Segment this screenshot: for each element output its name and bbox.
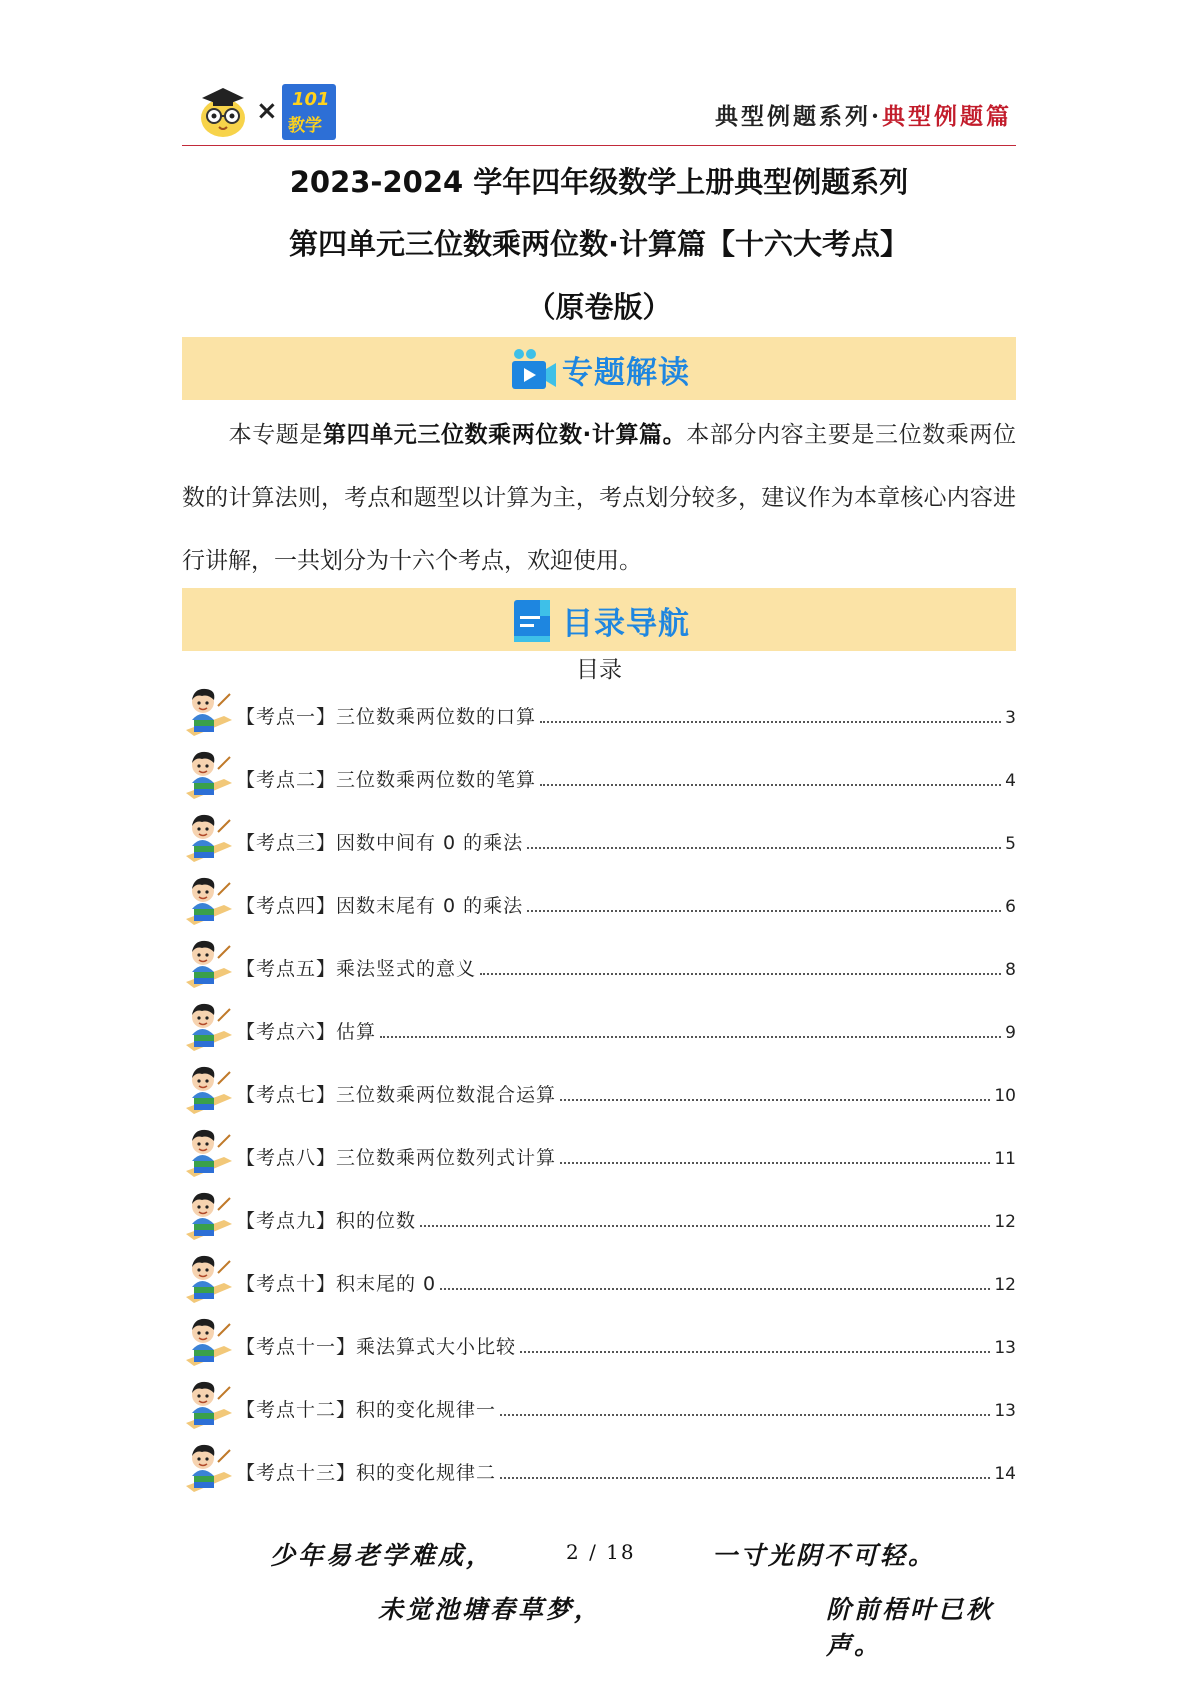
toc-item-label: 【考点十】积末尾的 0 [236, 1273, 437, 1295]
toc-item-label: 【考点十三】积的变化规律二 [236, 1462, 497, 1484]
toc-item[interactable] [182, 1186, 1016, 1249]
student-reading-icon [184, 1064, 234, 1116]
toc-leader-dots [540, 721, 1001, 723]
toc-item-page: 14 [994, 1464, 1016, 1484]
banner-topic-label: 专题解读 [562, 355, 690, 391]
toc-item-page: 13 [994, 1338, 1016, 1358]
toc-item-page: 4 [1005, 771, 1016, 791]
toc-leader-dots [440, 1288, 990, 1290]
toc-item-label: 【考点六】估算 [236, 1021, 377, 1043]
logo-101-text: 教学 [288, 116, 322, 136]
student-reading-icon [184, 749, 234, 801]
toc-item-label: 【考点八】三位数乘两位数列式计算 [236, 1147, 557, 1169]
toc-item[interactable] [182, 1060, 1016, 1123]
student-reading-icon [184, 1253, 234, 1305]
toc-leader-dots [500, 1477, 990, 1479]
student-reading-icon [184, 1190, 234, 1242]
toc-item[interactable] [182, 997, 1016, 1060]
student-reading-icon [184, 1442, 234, 1494]
toc-item[interactable] [182, 1123, 1016, 1186]
toc-item-page: 13 [994, 1401, 1016, 1421]
student-reading-icon [184, 1379, 234, 1431]
intro-text-start: 本专题是 [228, 422, 323, 448]
toc-item-page: 12 [994, 1212, 1016, 1232]
toc-item[interactable] [182, 871, 1016, 934]
series-subtitle: 典型例题篇 [882, 103, 1012, 130]
student-reading-icon [184, 1316, 234, 1368]
toc-item-label: 【考点三】因数中间有 0 的乘法 [236, 832, 524, 854]
toc-item-page: 8 [1005, 960, 1016, 980]
toc-item[interactable] [182, 808, 1016, 871]
toc-item[interactable] [182, 682, 1016, 745]
toc-item-label: 【考点四】因数末尾有 0 的乘法 [236, 895, 524, 917]
toc-item-page: 9 [1005, 1023, 1016, 1043]
intro-text-rest: 本部分内容主要是三位数乘两位数的计算法则，考点和题型以计算为主，考点划分较多，建议作为本章核心内容进行讲解，一共划分为十六个考点，欢迎使用。 [182, 422, 1017, 574]
logo-separator: × [256, 96, 278, 126]
page-header [182, 80, 1016, 146]
toc-item[interactable] [182, 1249, 1016, 1312]
101-education-logo [282, 84, 336, 140]
table-of-contents [182, 682, 1016, 1501]
banner-toc-label: 目录导航 [562, 606, 690, 642]
toc-item-page: 6 [1005, 897, 1016, 917]
student-reading-icon [184, 1001, 234, 1053]
toc-leader-dots [560, 1162, 990, 1164]
toc-leader-dots [527, 910, 1001, 912]
toc-item-page: 3 [1005, 708, 1016, 728]
toc-item-label: 【考点二】三位数乘两位数的笔算 [236, 769, 537, 791]
toc-item-label: 【考点七】三位数乘两位数混合运算 [236, 1084, 557, 1106]
student-reading-icon [184, 812, 234, 864]
footer-poem-line3: 未觉池塘春草梦， [378, 1595, 603, 1624]
toc-item-label: 【考点十二】积的变化规律一 [236, 1399, 497, 1421]
section-banner-toc [182, 588, 1016, 651]
series-name: 典型例题系列· [714, 103, 882, 130]
document-title-line3: （原卷版） [526, 290, 672, 324]
toc-item-label: 【考点一】三位数乘两位数的口算 [236, 706, 537, 728]
notebook-icon [510, 598, 558, 644]
page-number: 2 / 18 [566, 1540, 636, 1564]
section-banner-topic [182, 337, 1016, 400]
owl-logo-icon [198, 84, 248, 138]
toc-leader-dots [527, 847, 1001, 849]
toc-leader-dots [380, 1036, 1001, 1038]
intro-paragraph [182, 404, 1016, 593]
toc-leader-dots [520, 1351, 990, 1353]
logo-101-number: 101 [292, 89, 330, 110]
toc-item[interactable] [182, 745, 1016, 808]
student-reading-icon [184, 686, 234, 738]
toc-heading: 目录 [576, 657, 622, 683]
document-title-line1: 2023-2024 学年四年级数学上册典型例题系列 [289, 165, 909, 199]
video-play-icon [510, 347, 558, 393]
toc-item-page: 12 [994, 1275, 1016, 1295]
toc-leader-dots [500, 1414, 990, 1416]
toc-item[interactable] [182, 1312, 1016, 1375]
toc-item-label: 【考点九】积的位数 [236, 1210, 417, 1232]
toc-item-label: 【考点十一】乘法算式大小比较 [236, 1336, 517, 1358]
student-reading-icon [184, 875, 234, 927]
toc-item[interactable] [182, 1375, 1016, 1438]
intro-text-bold: 第四单元三位数乘两位数·计算篇。 [322, 422, 687, 448]
toc-item[interactable] [182, 934, 1016, 997]
toc-item-page: 11 [994, 1149, 1016, 1169]
document-title-line2: 第四单元三位数乘两位数·计算篇【十六大考点】 [288, 227, 910, 261]
toc-leader-dots [420, 1225, 990, 1227]
student-reading-icon [184, 1127, 234, 1179]
toc-item-label: 【考点五】乘法竖式的意义 [236, 958, 477, 980]
toc-item[interactable] [182, 1438, 1016, 1501]
page-footer [182, 1536, 1016, 1660]
footer-poem-line2: 一寸光阴不可轻。 [712, 1541, 937, 1570]
toc-leader-dots [480, 973, 1001, 975]
toc-leader-dots [540, 784, 1001, 786]
toc-item-page: 5 [1005, 834, 1016, 854]
series-title [715, 98, 1012, 131]
footer-poem-line1: 少年易老学难成， [270, 1541, 495, 1570]
toc-item-page: 10 [994, 1086, 1016, 1106]
toc-leader-dots [560, 1099, 990, 1101]
footer-poem-line4: 阶前梧叶已秋声。 [826, 1595, 995, 1660]
student-reading-icon [184, 938, 234, 990]
